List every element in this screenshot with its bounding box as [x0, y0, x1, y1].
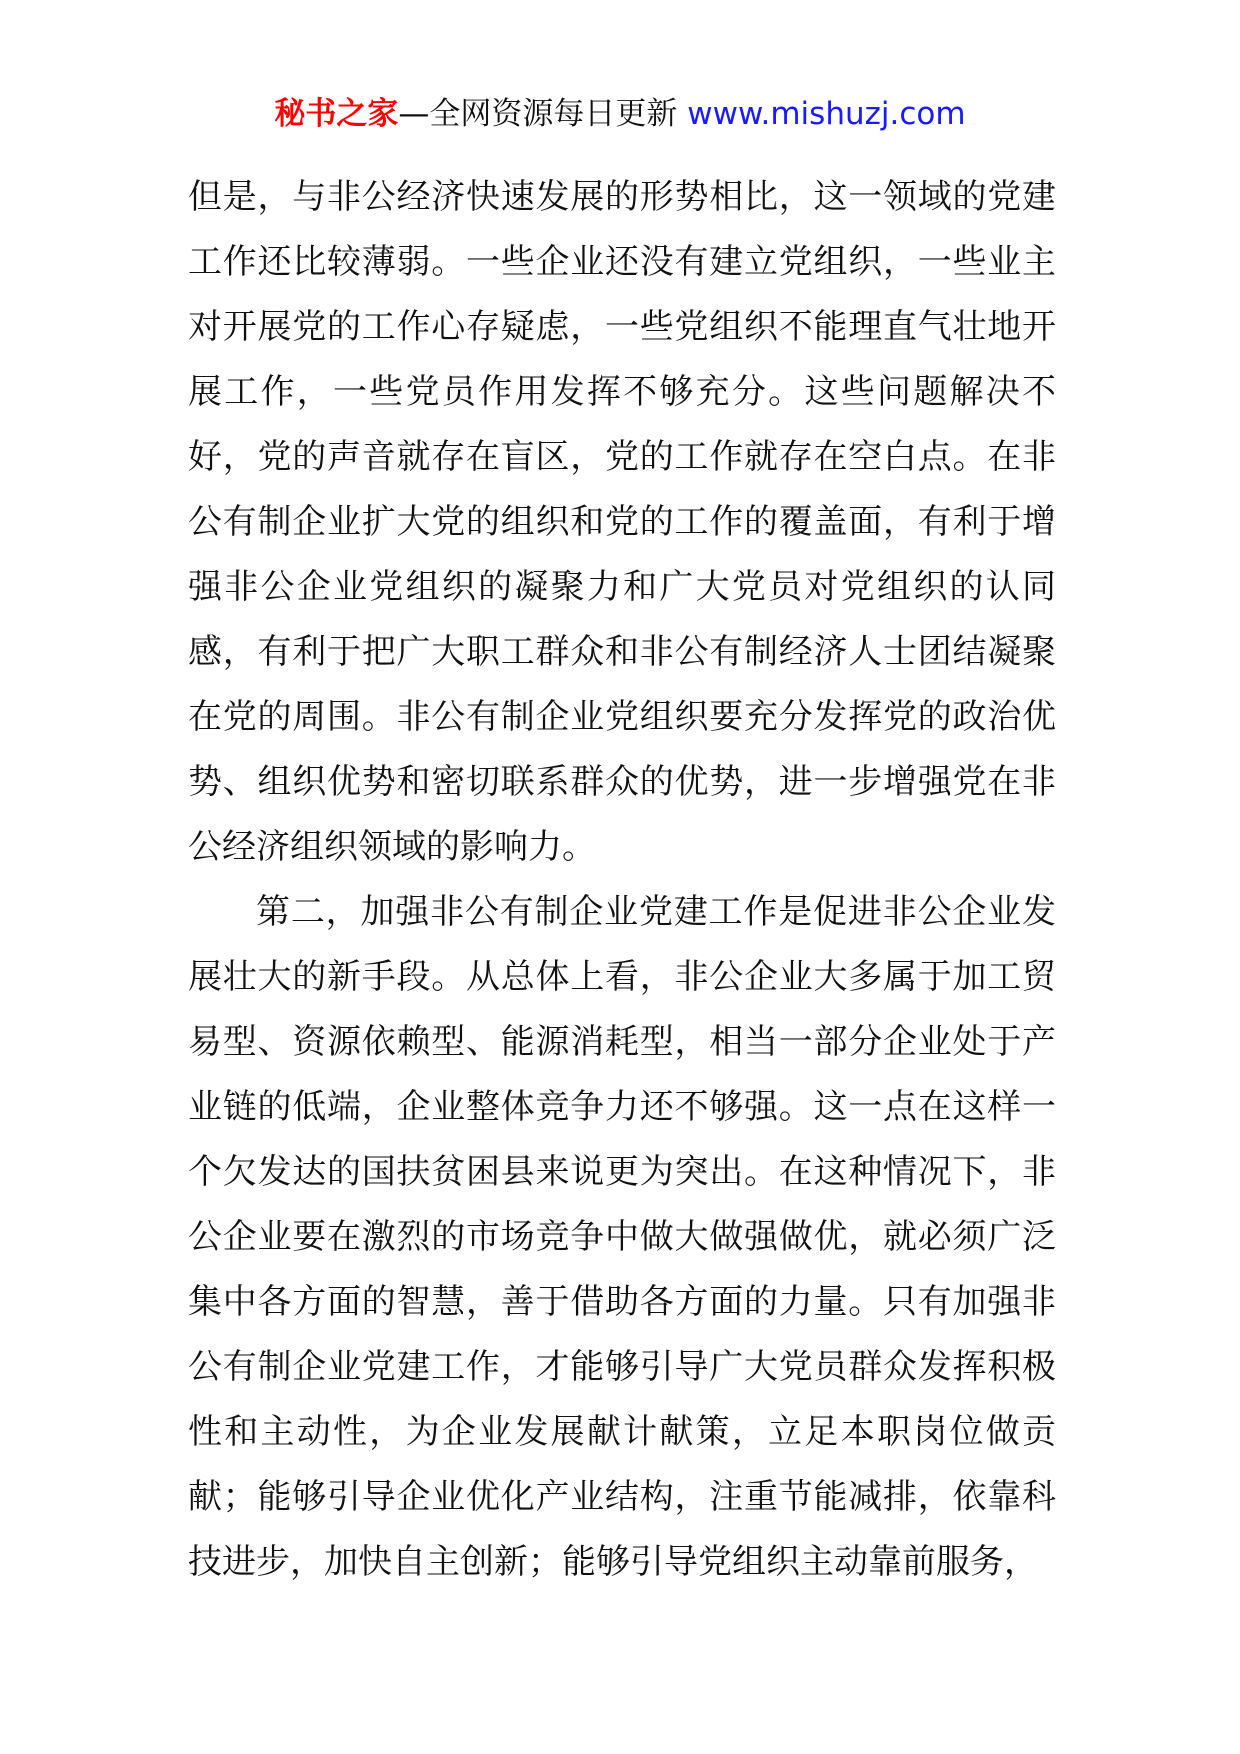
paragraph-continuation: 但是，与非公经济快速发展的形势相比，这一领域的党建工作还比较薄弱。一些企业还没有建立党组织，一些业主对开展党的工作心存疑虑，一些党组织不能理直气壮地开展工作，一些党员作用发挥不够充分。这些问题解决不好，党的声音就存在盲区，党的工作就存在空白点。在非公有制企业扩大党的组织和党的工作的覆盖面，有利于增强非公企业党组织的凝聚力和广大党员对党组织的认同感，有利于把广大职工群众和非公有制经济人士团结凝聚在党的周围。非公有制企业党组织要充分发挥党的政治优势、组织优势和密切联系群众的优势，进一步增强党在非公经济组织领域的影响力。 [188, 177, 1056, 867]
site-header [0, 92, 1240, 136]
document-body [188, 165, 1056, 1595]
site-url-link[interactable]: www.mishuzj.com [687, 96, 966, 132]
site-tagline: —全网资源每日更新 [398, 96, 678, 132]
paragraph-second-point: 第二，加强非公有制企业党建工作是促进非公企业发展壮大的新手段。从总体上看，非公企业大多属于加工贸易型、资源依赖型、能源消耗型，相当一部分企业处于产业链的低端，企业整体竞争力还不够强。这一点在这样一个欠发达的国扶贫困县来说更为突出。在这种情况下，非公企业要在激烈的市场竞争中做大做强做优，就必须广泛集中各方面的智慧，善于借助各方面的力量。只有加强非公有制企业党建工作，才能够引导广大党员群众发挥积极性和主动性，为企业发展献计献策，立足本职岗位做贡献；能够引导企业优化产业结构，注重节能减排，依靠科技进步，加快自主创新；能够引导党组织主动靠前服务， [188, 892, 1056, 1582]
site-brand: 秘书之家 [274, 96, 399, 132]
